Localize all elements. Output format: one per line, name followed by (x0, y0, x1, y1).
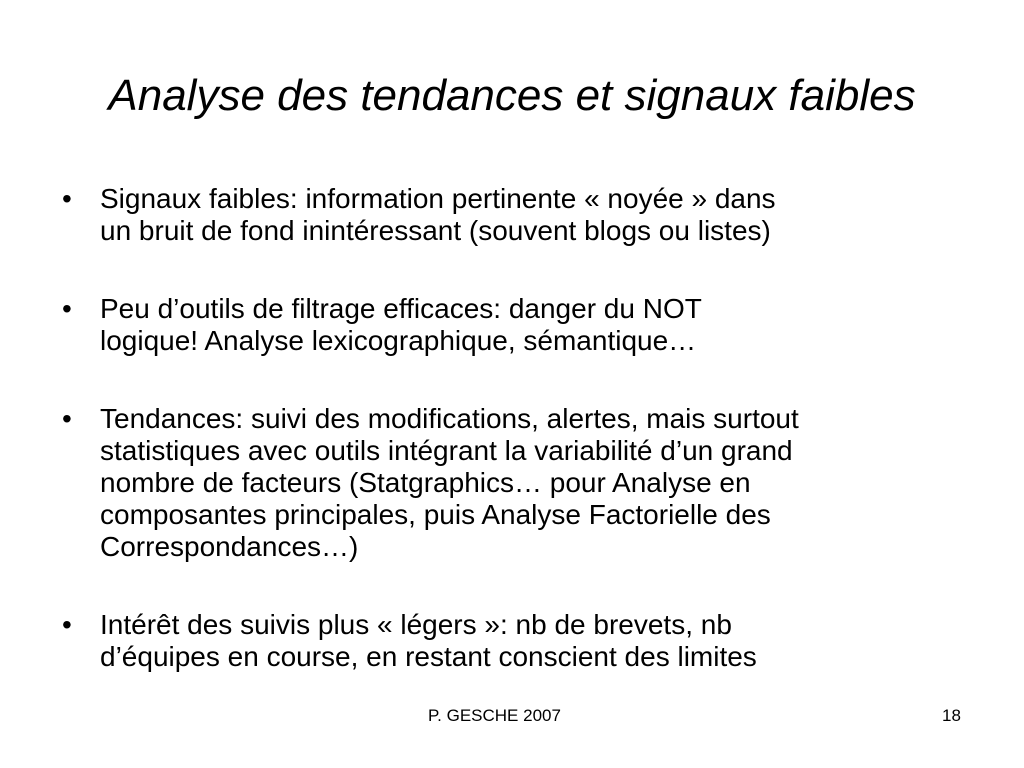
bullet-list (62, 183, 962, 673)
bullet-dot-icon: • (62, 183, 72, 214)
bullet-text-line: logique! Analyse lexicographique, sémantique… (100, 325, 697, 356)
bullet-text-line: d’équipes en course, en restant conscient des limites (100, 641, 757, 672)
bullet-item (62, 183, 962, 247)
bullet-item (62, 609, 962, 673)
bullet-dot-icon: • (62, 609, 72, 640)
bullet-text-line: statistiques avec outils intégrant la variabilité d’un grand (100, 435, 793, 466)
bullet-text-line: composantes principales, puis Analyse Factorielle des (100, 499, 771, 530)
bullet-text-line: Peu d’outils de filtrage efficaces: danger du NOT (100, 293, 702, 324)
bullet-text-line: Tendances: suivi des modifications, alertes, mais surtout (100, 403, 799, 434)
bullet-text-line: un bruit de fond inintéressant (souvent blogs ou listes) (100, 215, 771, 246)
bullet-item (62, 293, 962, 357)
bullet-text-line: Correspondances…) (100, 531, 359, 562)
slide-page-number: 18 (942, 706, 961, 725)
bullet-text-line: nombre de facteurs (Statgraphics… pour Analyse en (100, 467, 751, 498)
bullet-text-line: Signaux faibles: information pertinente « noyée » dans (100, 183, 776, 214)
bullet-item (62, 403, 962, 563)
footer-author: P. GESCHE 2007 (428, 706, 561, 725)
bullet-dot-icon: • (62, 293, 72, 324)
slide-title: Analyse des tendances et signaux faibles (108, 71, 916, 120)
bullet-text-line: Intérêt des suivis plus « légers »: nb de brevets, nb (100, 609, 732, 640)
bullet-dot-icon: • (62, 403, 72, 434)
